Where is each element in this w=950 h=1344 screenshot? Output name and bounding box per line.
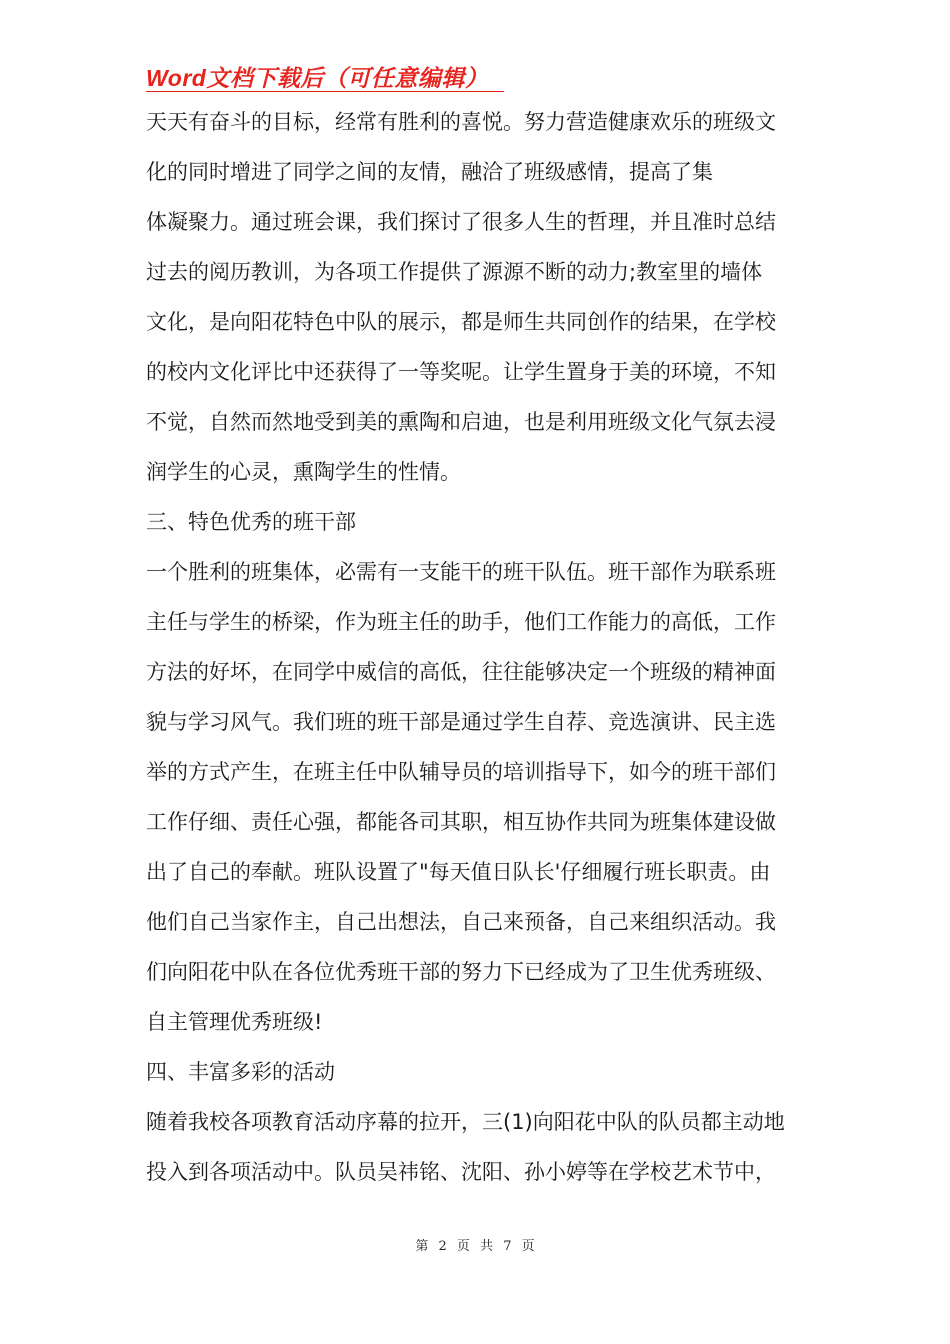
text-line: 他们自己当家作主，自己出想法，自己来预备，自己来组织活动。我 <box>146 910 776 934</box>
watermark-underline <box>146 91 504 92</box>
text-line: 的校内文化评比中还获得了一等奖呢。让学生置身于美的环境，不知 <box>146 360 776 384</box>
text-line: 工作仔细、责任心强，都能各司其职，相互协作共同为班集体建设做 <box>146 810 776 834</box>
text-line: 一个胜利的班集体，必需有一支能干的班干队伍。班干部作为联系班 <box>146 560 776 584</box>
download-watermark: Word文档下载后（可任意编辑） <box>146 65 489 91</box>
text-line: 出了自己的奉献。班队设置了"每天值日队长'仔细履行班长职责。由 <box>146 860 771 884</box>
text-line: 过去的阅历教训，为各项工作提供了源源不断的动力;教室里的墙体 <box>146 260 763 284</box>
text-line: 举的方式产生，在班主任中队辅导员的培训指导下，如今的班干部们 <box>146 760 776 784</box>
text-line: 三、特色优秀的班干部 <box>146 510 356 534</box>
text-line: 方法的好坏，在同学中威信的高低，往往能够决定一个班级的精神面 <box>146 660 776 684</box>
text-line: 化的同时增进了同学之间的友情，融洽了班级感情，提高了集 <box>146 160 713 184</box>
text-line: 主任与学生的桥梁，作为班主任的助手，他们工作能力的高低，工作 <box>146 610 776 634</box>
text-line: 文化，是向阳花特色中队的展示，都是师生共同创作的结果，在学校 <box>146 310 776 334</box>
text-line: 投入到各项活动中。队员吴祎铭、沈阳、孙小婷等在学校艺术节中， <box>146 1160 776 1184</box>
text-line: 四、丰富多彩的活动 <box>146 1060 335 1084</box>
text-line: 们向阳花中队在各位优秀班干部的努力下已经成为了卫生优秀班级、 <box>146 960 776 984</box>
text-line: 貌与学习风气。我们班的班干部是通过学生自荐、竞选演讲、民主选 <box>146 710 776 734</box>
page-footer: 第 2 页 共 7 页 <box>415 1239 535 1254</box>
text-line: 天天有奋斗的目标，经常有胜利的喜悦。努力营造健康欢乐的班级文 <box>146 110 776 134</box>
text-line: 自主管理优秀班级! <box>146 1010 323 1034</box>
body-text <box>146 103 826 1203</box>
text-line: 润学生的心灵，熏陶学生的性情。 <box>146 460 461 484</box>
text-line: 不觉，自然而然地受到美的熏陶和启迪，也是利用班级文化气氛去浸 <box>146 410 776 434</box>
text-line: 体凝聚力。通过班会课，我们探讨了很多人生的哲理，并且准时总结 <box>146 210 776 234</box>
text-line: 随着我校各项教育活动序幕的拉开，三(1)向阳花中队的队员都主动地 <box>146 1110 785 1134</box>
